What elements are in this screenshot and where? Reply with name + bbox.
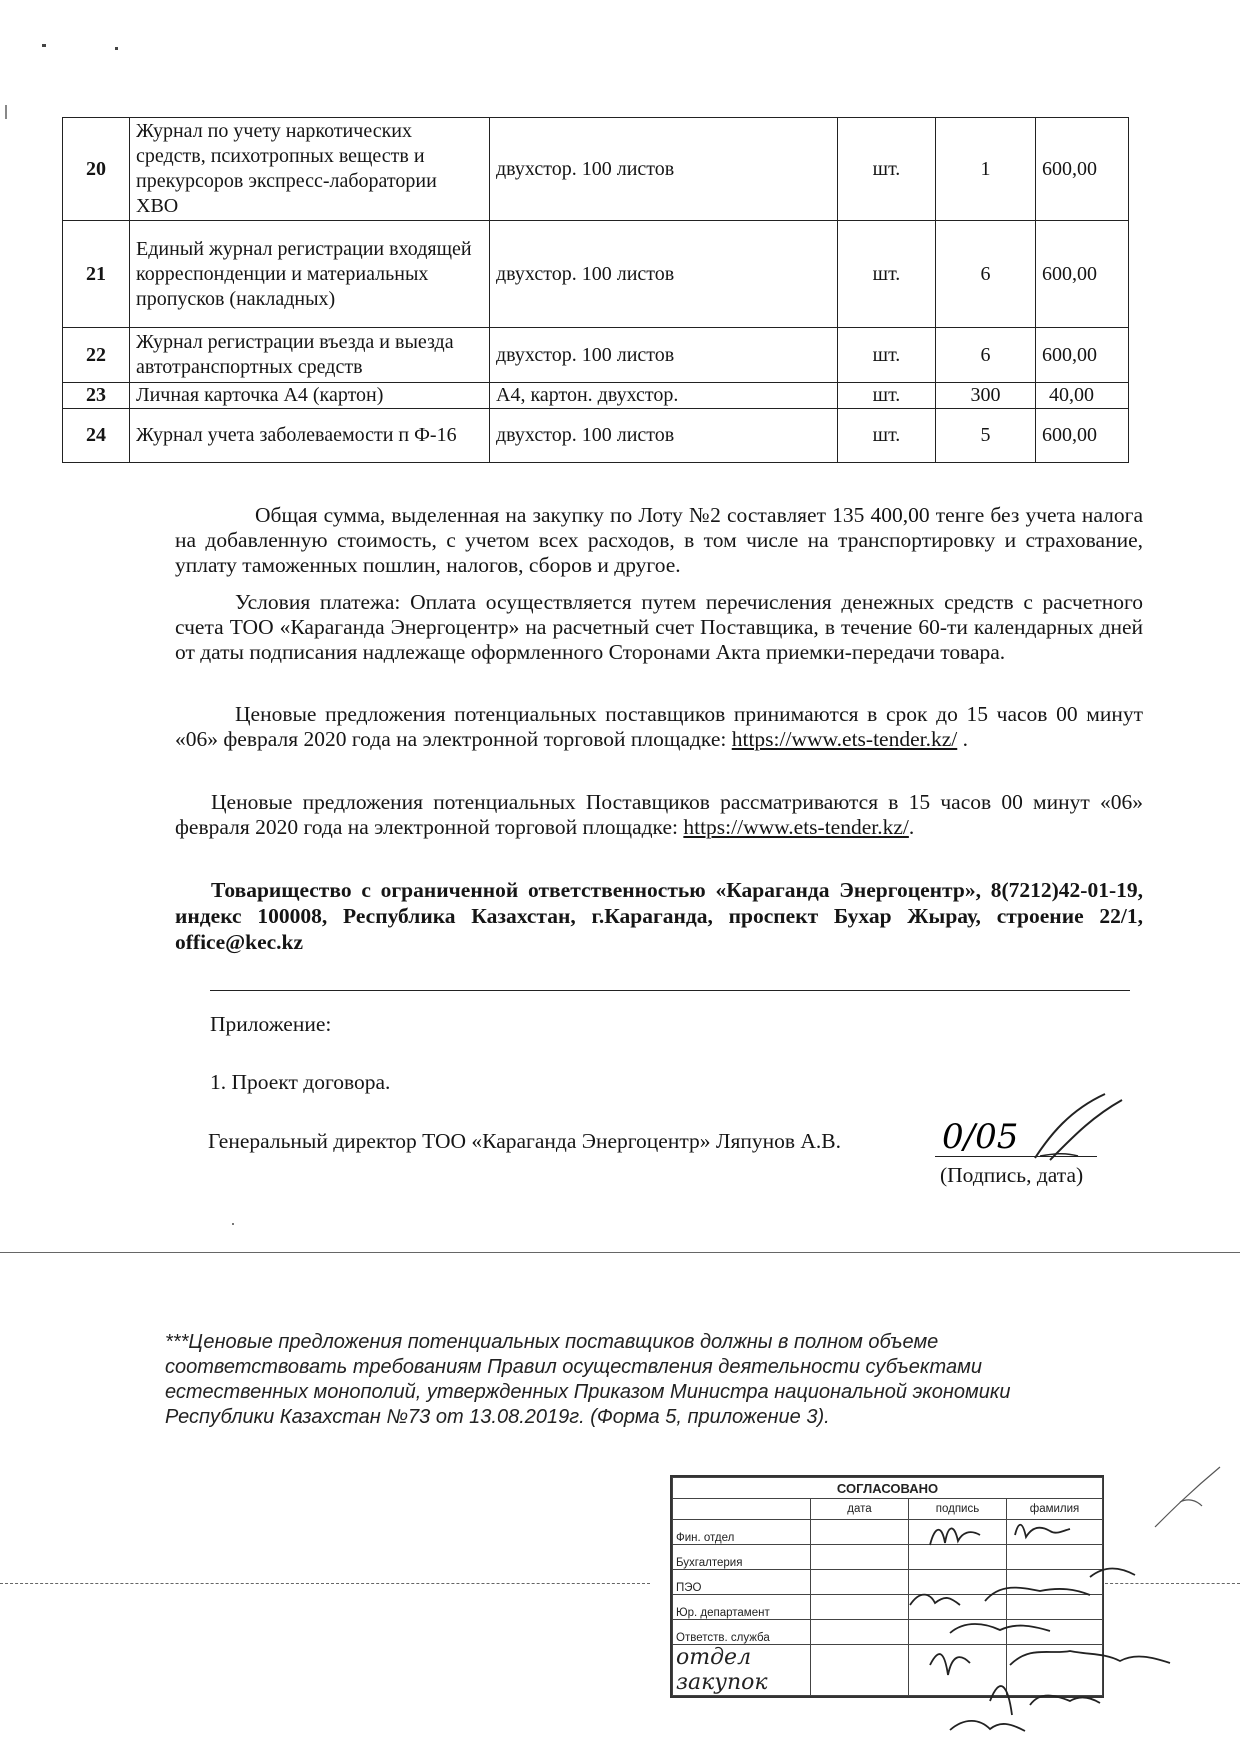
scan-speck xyxy=(5,105,7,119)
separator-line xyxy=(210,990,1130,991)
row-number: 24 xyxy=(63,409,130,463)
item-price: 600,00 xyxy=(1036,328,1129,383)
table-row xyxy=(63,409,1129,463)
table-row xyxy=(63,383,1129,409)
acceptance-paragraph xyxy=(175,702,1143,752)
page-divider xyxy=(0,1252,1240,1253)
stamp-row-label: Ответств. служба xyxy=(673,1620,811,1645)
director-signature xyxy=(940,1090,1130,1170)
item-name: Журнал учета заболеваемости п Ф-16 xyxy=(130,409,490,463)
ets-tender-link[interactable]: https://www.ets-tender.kz/ xyxy=(731,727,958,751)
table-row xyxy=(63,328,1129,383)
review-paragraph xyxy=(175,790,1143,840)
item-spec: двухстор. 100 листов xyxy=(490,221,838,328)
corner-scribble xyxy=(1150,1462,1230,1532)
goods-table xyxy=(62,117,1129,463)
row-number: 22 xyxy=(63,328,130,383)
item-spec: А4, картон. двухстор. xyxy=(490,383,838,409)
review-text: Ценовые предложения потенциальных Поставщиков рассматриваются в 15 часов 00 минут «06» февраля 2020 года на электронной торговой площадке: xyxy=(175,790,1143,839)
item-name: Личная карточка А4 (картон) xyxy=(130,383,490,409)
attachment-label: Приложение: xyxy=(210,1012,332,1036)
attachment-item: 1. Проект договора. xyxy=(210,1070,391,1094)
table-row xyxy=(63,221,1129,328)
item-qty: 300 xyxy=(936,383,1036,409)
item-spec: двухстор. 100 листов xyxy=(490,328,838,383)
scan-artifact-line xyxy=(0,1583,650,1584)
payment-terms-paragraph: Условия платежа: Оплата осуществляется путем перечисления денежных средств с расчетного счета ТОО «Караганда Энергоцентр» на расчетный счет Поставщика, в течение 60-ти календарных дней от даты подписания надлежаще оформленного Сторонами Акта приемки-передачи товара. xyxy=(175,590,1143,664)
stamp-header-surname: фамилия xyxy=(1007,1499,1103,1520)
table-row xyxy=(63,118,1129,221)
acceptance-tail: . xyxy=(957,727,968,751)
item-price: 600,00 xyxy=(1036,409,1129,463)
scan-speck xyxy=(115,47,118,50)
signatory-line: Генеральный директор ТОО «Караганда Энергоцентр» Ляпунов А.В. xyxy=(208,1129,842,1153)
stamp-row-label: ПЭО xyxy=(673,1570,811,1595)
signature-scribble: 0/05 xyxy=(942,1117,1019,1157)
item-price: 40,00 xyxy=(1036,383,1129,409)
total-amount-paragraph: Общая сумма, выделенная на закупку по Лоту №2 составляет 135 400,00 тенге без учета налога на добавленную стоимость, с учетом всех расходов, в том числе на транспортировку и страхование, уплату таможенных пошлин, налогов, сборов и другое. xyxy=(175,503,1143,577)
stamp-row-label: Фин. отдел xyxy=(673,1520,811,1545)
approval-signatures xyxy=(890,1505,1190,1750)
review-tail: . xyxy=(908,815,915,839)
item-unit: шт. xyxy=(838,328,936,383)
item-unit: шт. xyxy=(838,383,936,409)
stamp-header-signature: подпись xyxy=(909,1499,1007,1520)
item-name: Журнал по учету наркотических средств, психотропных веществ и прекурсоров экспресс-лаборатории ХВО xyxy=(130,118,490,221)
item-name: Журнал регистрации въезда и выезда автотранспортных средств xyxy=(130,328,490,383)
signature-caption: (Подпись, дата) xyxy=(940,1163,1084,1187)
item-qty: 6 xyxy=(936,221,1036,328)
scan-speck xyxy=(42,44,46,47)
company-details: Товарищество с ограниченной ответственностью «Караганда Энергоцентр», 8(7212)42-01-19, индекс 100008, Республика Казахстан, г.Караганда, проспект Бухар Жырау, строение 22/1, office@kec.kz xyxy=(175,878,1143,954)
item-qty: 6 xyxy=(936,328,1036,383)
item-price: 600,00 xyxy=(1036,221,1129,328)
stamp-header-date: дата xyxy=(811,1499,909,1520)
ets-tender-link[interactable]: https://www.ets-tender.kz/ xyxy=(683,815,909,839)
item-unit: шт. xyxy=(838,409,936,463)
item-spec: двухстор. 100 листов xyxy=(490,118,838,221)
item-qty: 1 xyxy=(936,118,1036,221)
stamp-title: СОГЛАСОВАНО xyxy=(673,1478,1103,1499)
row-number: 23 xyxy=(63,383,130,409)
item-name: Единый журнал регистрации входящей корреспонденции и материальных пропусков (накладных) xyxy=(130,221,490,328)
item-price: 600,00 xyxy=(1036,118,1129,221)
row-number: 20 xyxy=(63,118,130,221)
footnote: ***Ценовые предложения потенциальных поставщиков должны в полном объеме соответствовать требованиям Правил осуществления деятельности субъектами естественных монополий, утвержденных Приказом Министра национальной экономики Республики Казахстан №73 от 13.08.2019г. (Форма 5, приложение 3). xyxy=(165,1331,1011,1428)
stamp-row-label: Юр. департамент xyxy=(673,1595,811,1620)
item-unit: шт. xyxy=(838,118,936,221)
acceptance-text: Ценовые предложения потенциальных поставщиков принимаются в срок до 15 часов 00 минут «06» февраля 2020 года на электронной торговой площадке: xyxy=(175,702,1143,751)
stamp-handwritten-row: отдел закупок xyxy=(673,1645,811,1696)
item-spec: двухстор. 100 листов xyxy=(490,409,838,463)
stamp-row-label: Бухгалтерия xyxy=(673,1545,811,1570)
row-number: 21 xyxy=(63,221,130,328)
item-unit: шт. xyxy=(838,221,936,328)
item-qty: 5 xyxy=(936,409,1036,463)
stray-mark xyxy=(232,1223,234,1225)
